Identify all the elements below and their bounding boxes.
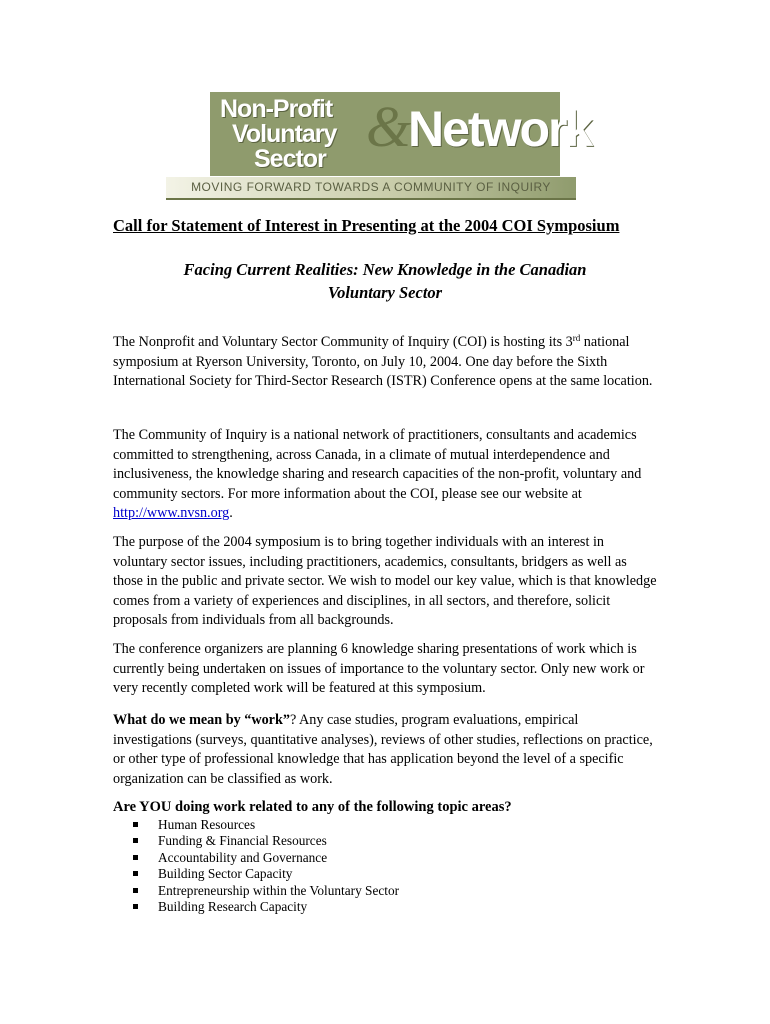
intro-paragraph [113,333,658,392]
organizers-paragraph: The conference organizers are planning 6 knowledge sharing presentations of work which is currently being undertaken on issues of importance to the voluntary sector. Only new work or very recently completed work will be featured at this symposium. [113,641,645,697]
work-definition-paragraph [113,711,658,789]
logo-tagline: MOVING FORWARD TOWARDS A COMMUNITY OF INQUIRY [191,180,551,194]
topic-label: Accountability and Governance [158,849,328,865]
logo-line-1: Non-Profit [220,95,333,123]
logo-line-3: Sector [254,145,326,173]
work-question: What do we mean by “work” [113,712,290,728]
subtitle-line-1: Facing Current Realities: New Knowledge in the Canadian [183,260,587,279]
coi-text-end: . [229,505,233,522]
logo-network-word: Network [408,101,592,157]
document-title: Call for Statement of Interest in Presenting at the 2004 COI Symposium [113,216,620,235]
square-bullet-icon [133,888,138,893]
topics-heading: Are YOU doing work related to any of the following topic areas? [113,799,512,815]
topic-label: Funding & Financial Resources [158,833,327,849]
work-definition-text: ? Any case studies, program evaluations, empirical investigations (surveys, quantitative analyses), reviews of other studies, reflections on practice, or other type of professional knowledge that has application beyond the level of a specific organization can be classified as work. [113,712,653,787]
coi-text: The Community of Inquiry is a national network of practitioners, consultants and academics committed to strengthening, across Canada, in a climate of mutual interdependence and inclusiveness, the knowledge sharing and research capacities of the non-profit, voluntary and community sectors. For more information about the COI, please see our website at [113,427,642,502]
square-bullet-icon [133,838,138,843]
square-bullet-icon [133,855,138,860]
purpose-paragraph: The purpose of the 2004 symposium is to bring together individuals with an interest in voluntary sector issues, including practitioners, academics, consultants, bridgers as well as those in the public and private sector. We wish to model our key value, which is that knowledge comes from a variety of experiences and disciplines, in all sectors, and therefore, solicit proposals from individuals from all backgrounds. [113,534,657,629]
topic-label: Human Resources [158,817,256,832]
list-item [133,817,399,833]
nvsn-logo [210,92,592,176]
list-item [133,833,399,849]
list-item [133,883,399,899]
logo-ampersand: & [366,94,412,159]
website-link[interactable]: http://www.nvsn.org [113,505,230,522]
ordinal-suffix: rd [572,333,581,343]
topic-label: Building Sector Capacity [158,866,293,882]
logo-line-2: Voluntary [232,120,337,148]
square-bullet-icon [133,871,138,876]
square-bullet-icon [133,904,138,909]
square-bullet-icon [133,822,138,827]
list-item [133,899,399,915]
list-item [133,866,399,882]
topic-label: Building Research Capacity [158,899,308,915]
coi-paragraph [113,426,658,524]
topics-list [133,817,399,915]
symposium-subtitle [150,258,620,304]
topic-label: Entrepreneurship within the Voluntary Sector [158,882,400,898]
subtitle-line-2: Voluntary Sector [327,283,443,302]
logo-tagline-bar [166,177,576,200]
intro-text-continued: national symposium at Ryerson University, Toronto, on July 10, 2004. One day before the Sixth International Society for Third-Sector Research (ISTR) Conference opens at the same location. [113,334,653,390]
list-item [133,850,399,866]
intro-text: The Nonprofit and Voluntary Sector Community of Inquiry (COI) is hosting its 3 [113,334,573,350]
